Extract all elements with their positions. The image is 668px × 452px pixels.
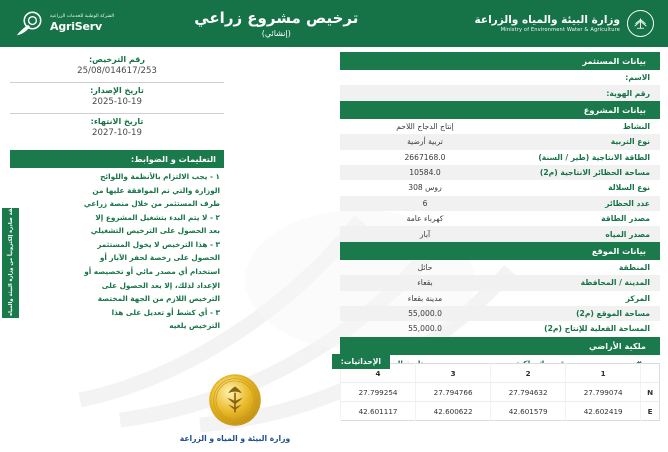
data-row-value — [346, 74, 504, 82]
investor-rows — [340, 70, 660, 101]
coordinates-block — [340, 357, 660, 421]
data-row-value: روس 308 — [408, 183, 442, 193]
brand-name-ar: الشركة الوطنية للخدمات الزراعية — [50, 14, 115, 19]
data-row — [340, 119, 660, 134]
ministry-name-en: Ministry of Environment Water & Agriculture — [500, 27, 620, 33]
data-row-value: حائل — [417, 262, 433, 272]
license-number-value: 25/08/014617/253 — [77, 66, 157, 76]
document-main-column — [340, 52, 660, 390]
project-rows — [340, 119, 660, 242]
data-row — [340, 196, 660, 211]
page-title: ترخيص مشروع زراعي — [194, 9, 359, 27]
document-title-block — [194, 9, 358, 38]
coordinate-value: 27.794766 — [416, 383, 491, 402]
location-section-header — [340, 242, 660, 260]
coordinates-table — [340, 363, 660, 421]
agriserv-branding — [14, 11, 114, 37]
coordinate-point-header: 2 — [491, 364, 566, 383]
data-row — [340, 291, 660, 306]
data-row-value: 10584.0 — [409, 168, 441, 178]
data-row — [340, 226, 660, 241]
rule-line: بعد الحصول على الترخيص التشغيلي — [90, 226, 220, 236]
data-row-label: النشاط — [622, 121, 650, 131]
data-row — [340, 306, 660, 321]
coordinate-point-header: 4 — [341, 364, 416, 383]
electronic-document-side-tab — [2, 186, 19, 340]
coordinate-value: 42.600622 — [416, 402, 491, 421]
ministry-branding — [475, 10, 654, 37]
rule-line: استخدام أي مصدر مائي أو تخصيصه أو — [84, 267, 220, 277]
data-row-label: الطاقة الانتاجية (طير / السنة) — [538, 152, 650, 162]
data-row-label: الاسم: — [625, 73, 650, 83]
seal-caption: وزارة البيئة و المياه و الزراعة — [179, 434, 291, 443]
rule-line: ٣ - أي كشط أو تعديل على هذا — [111, 307, 220, 317]
data-row — [340, 321, 660, 336]
coordinate-point-header — [641, 364, 660, 383]
data-row-value: إنتاج الدجاج اللاحم — [396, 121, 454, 131]
data-row-label: المساحة الفعلية للإنتاج (م2) — [544, 324, 650, 334]
rules-section-header: التعليمات و الضوابط: — [10, 150, 224, 168]
data-row-label: مصدر الطاقة — [601, 214, 650, 224]
coordinate-value: 42.601579 — [491, 402, 566, 421]
data-row-value: 6 — [422, 198, 428, 208]
table-row — [341, 402, 660, 421]
data-row-label: مساحة الحظائر الانتاجية (م2) — [539, 168, 650, 178]
investor-section-title: بيانات المستثمر — [582, 56, 646, 66]
data-row-label: رقم الهوية: — [606, 88, 650, 98]
brand-name-en: AgriServ — [50, 20, 102, 33]
gold-official-seal-icon — [207, 372, 263, 428]
data-row-label: نوع السلالة — [608, 183, 650, 193]
agriserv-leaf-icon — [14, 11, 44, 37]
coordinate-axis-label: E — [641, 402, 660, 421]
rule-line: الترخيص يلغيه — [169, 321, 220, 331]
data-row-value: مدينة بقعاء — [407, 293, 443, 303]
coordinates-body — [341, 383, 660, 421]
data-row — [340, 70, 660, 85]
ownership-section-title: ملكية الأراضي — [589, 340, 646, 351]
rule-line: ٣ - هذا الترخيص لا يخول المستثمر — [97, 239, 220, 249]
data-row-label: نوع التربية — [610, 137, 650, 147]
rule-line: الترخيص اللازم من الجهة المختصة — [97, 294, 220, 304]
ministry-name-ar: وزارة البيئة والمياه والزراعة — [474, 14, 620, 26]
coordinate-value: 42.601117 — [341, 402, 416, 421]
issue-date-label: تاريخ الإصدار: — [10, 82, 224, 95]
data-row — [340, 85, 660, 100]
coordinate-axis-label: N — [641, 383, 660, 402]
data-row — [340, 275, 660, 290]
coordinate-point-header: 1 — [566, 364, 641, 383]
location-rows — [340, 260, 660, 337]
official-seal-block — [170, 372, 300, 443]
data-row-value: بقعاء — [417, 278, 433, 288]
data-row — [340, 180, 660, 195]
expiry-date-label: تاريخ الانتهاء: — [10, 113, 224, 126]
data-row — [340, 165, 660, 180]
data-row-value: 2667168.0 — [404, 152, 446, 162]
rule-line: الحصول على رخصة لحفر الآبار أو — [99, 253, 220, 263]
rule-line: ١ - يجب الالتزام بالأنظمة واللوائح — [100, 172, 220, 181]
data-row-value: آبار — [419, 229, 431, 239]
coordinate-value: 27.799254 — [341, 383, 416, 402]
page-subtitle: (إنشائي) — [261, 29, 291, 38]
data-row-value — [346, 89, 504, 97]
data-row-label: المركز — [625, 293, 650, 303]
data-row-value: 55,000.0 — [408, 309, 442, 319]
data-row-label: المدينة / المحافظة — [580, 278, 650, 288]
side-tab-label: هذه الوثيقة صادرة إلكترونياً من وزارة البيئة والمياه والزراعة — [7, 186, 14, 340]
rule-line: الوزارة والتي تم الموافقة عليها من — [92, 185, 220, 195]
coordinate-value: 27.799074 — [566, 383, 641, 402]
location-section-title: بيانات الموقع — [591, 245, 646, 256]
ownership-section-header — [340, 337, 660, 355]
expiry-date-item — [10, 113, 224, 141]
data-row-value: كهرباء عامة — [406, 214, 444, 224]
data-row — [340, 150, 660, 165]
data-row-label: مصدر المياه — [605, 229, 650, 239]
saudi-emblem-icon — [627, 10, 654, 37]
issue-date-item — [10, 82, 224, 110]
data-row-label: مساحة الموقع (م2) — [576, 309, 650, 319]
rule-line: ٢ - لا يتم البدء بتشغيل المشروع إلا — [95, 212, 220, 222]
coordinate-value: 42.602419 — [566, 402, 641, 421]
data-row-value: 55,000.0 — [408, 324, 442, 334]
data-row-label: عدد الحظائر — [605, 198, 650, 208]
rule-line: الإعداد لذلك، إلا بعد الحصول على — [101, 280, 220, 290]
document-header — [0, 0, 668, 47]
coordinate-point-header: 3 — [416, 364, 491, 383]
data-row — [340, 211, 660, 226]
table-row — [341, 383, 660, 402]
data-row-label: المنطقة — [618, 262, 650, 272]
data-row-value: تربية أرضية — [407, 137, 443, 147]
coordinates-section-header: الإحداثيات: — [332, 354, 390, 369]
coordinate-value: 27.794632 — [491, 383, 566, 402]
license-number-label: رقم الترخيص: — [88, 55, 146, 64]
project-section-header — [340, 101, 660, 119]
investor-section-header — [340, 52, 660, 70]
data-row — [340, 260, 660, 275]
issue-date-value: 2025-10-19 — [92, 97, 142, 107]
license-number-item — [10, 52, 224, 79]
data-row — [340, 134, 660, 149]
rule-line: طرف المستثمر من خلال منصة زراعي — [83, 199, 220, 209]
expiry-date-value: 2027-10-19 — [92, 128, 142, 138]
project-section-title: بيانات المشروع — [583, 104, 646, 115]
